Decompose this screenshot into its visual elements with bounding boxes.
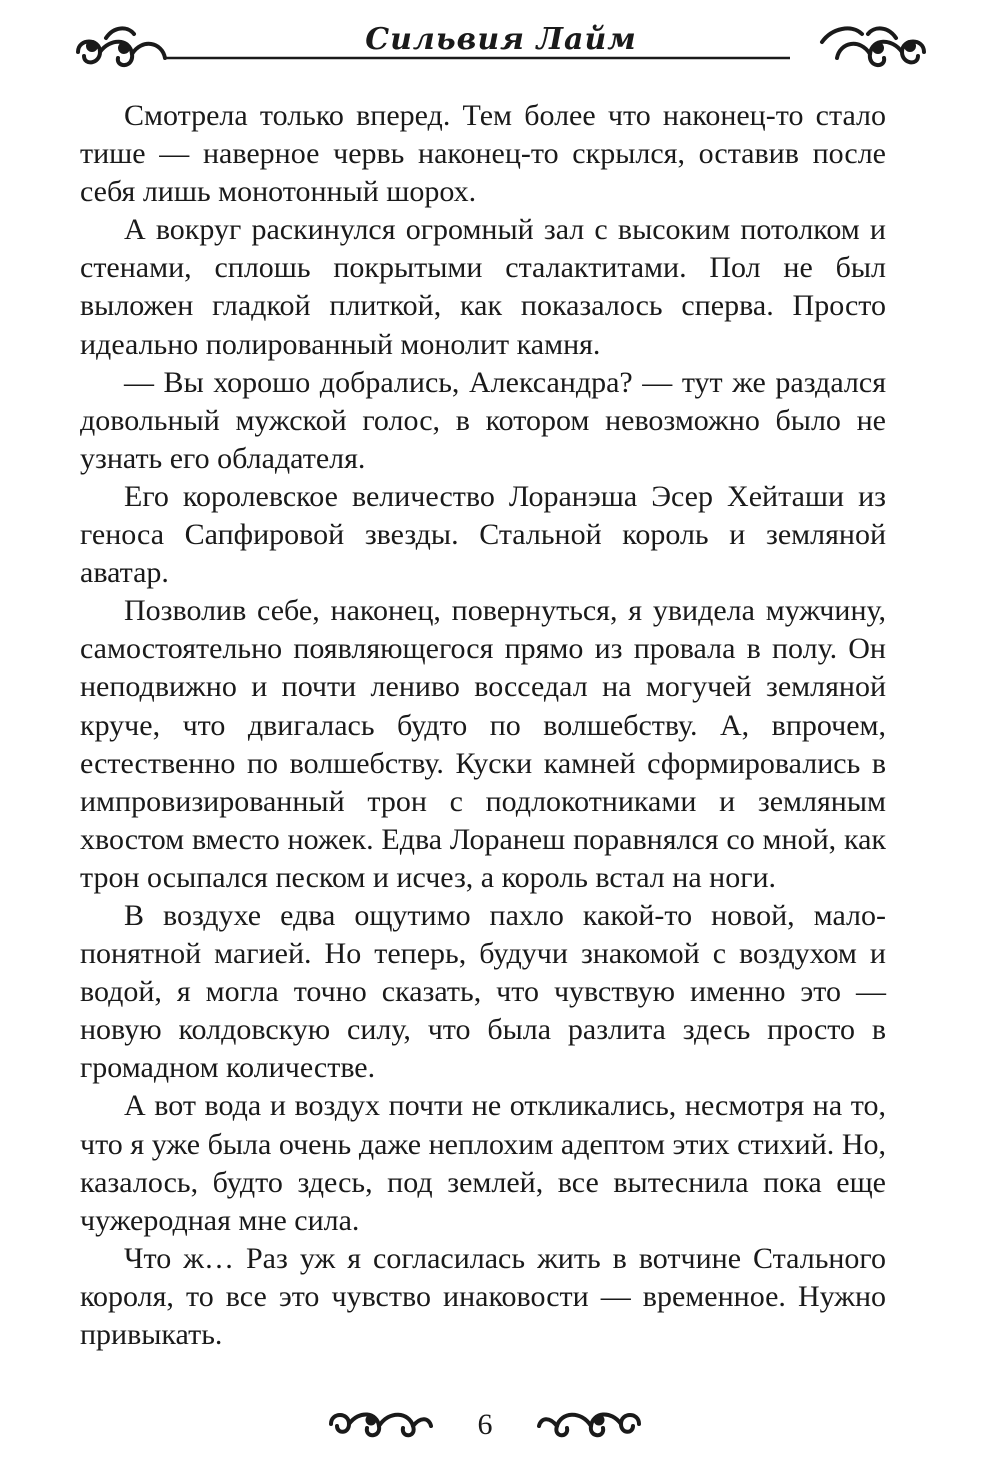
running-head-author: Сильвия Лайм: [365, 22, 637, 57]
paragraph-3: — Вы хорошо добрались, Александра? — тут же раздался довольный мужской голос, в котором невозможно было не узнать его обладателя.: [80, 365, 886, 475]
page-footer: [325, 1398, 645, 1458]
paragraph-5: Позволив себе, наконец, повернуться, я увидела мужчину, самостоятельно появляющегося прямо из провала в полу. Он неподвижно и почти лениво восседал на могучей земляной круче, что двигалась будто по волшебству. А, впрочем, естественно по волшебству. Куски камней сформировались в импровизированный трон с подлокотниками и земляным хвостом вместо ножек. Едва Лоранеш поравнялся со мной, как трон осыпался песком и исчез, а король встал на ноги.: [80, 594, 886, 894]
paragraph-4: Его королевское величество Лоранэша Эсер Хейташи из геноса Сапфировой звезды. Стальной король и земляной аватар.: [80, 479, 886, 590]
page-number: 6: [477, 1408, 493, 1441]
paragraph-7: А вот вода и воздух почти не откликались, несмотря на то, что я уже была очень даже неплохим адептом этих стихий. Но, казалось, будто здесь, под землей, все вытеснила пока еще чужеродная мне сила.: [80, 1089, 886, 1237]
footer-flourish-right-icon: [535, 1398, 645, 1448]
page-header: [70, 8, 932, 88]
paragraph-6: В воздухе едва ощутимо пахло какой-то новой, малопонятной магией. Но теперь, будучи знакомой с воздухом и водой, я могла точно сказать, что чувствую именно это — новую колдовскую силу, что была разлита здесь просто в громадном количестве.: [80, 898, 886, 1085]
paragraph-1: Смотрела только вперед. Тем более что наконец-то стало тише — наверное червь наконец-то скрылся, оставив после себя лишь монотонный шорох.: [80, 99, 886, 209]
paragraph-2: А вокруг раскинулся огромный зал с высоким потолком и стенами, сплошь покрытыми сталактитами. Пол не был выложен гладкой плиткой, как показалось сперва. Просто идеально полированный монолит камня.: [80, 213, 886, 361]
body-text: [80, 97, 886, 1354]
paragraph-8: Что ж… Раз уж я согласилась жить в вотчине Стального короля, то все это чувство инаковости — временное. Нужно привыкать.: [80, 1241, 886, 1351]
